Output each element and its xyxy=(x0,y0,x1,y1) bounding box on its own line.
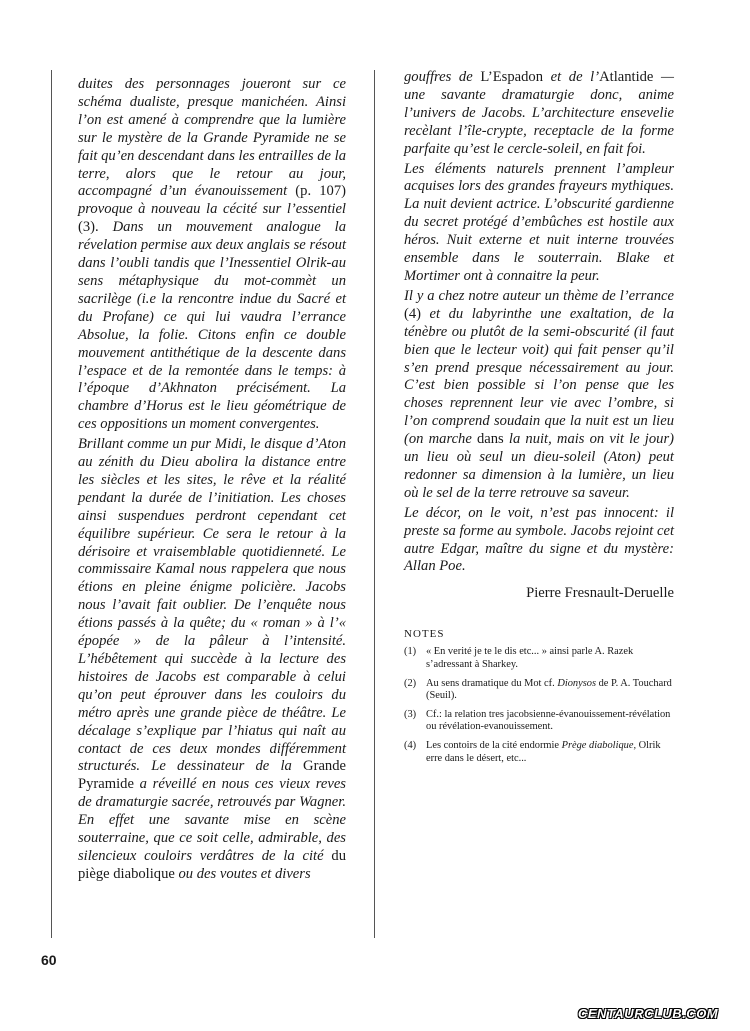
text-run: duites des personnages joueront sur ce schéma dualiste, presque manichéen. Ainsi l’on est amené à comprendre que la lumière sur le mystère de la Grande Pyramide ne se fait qu’en descendant dans les entrailles de la terre, alors que le retour au jour, accompagné d’un évanouissement xyxy=(78,76,346,200)
text-run: Dans un mouvement analogue la révelation permise aux deux anglais se résout dans l’oubli tandis que l’Inessentiel Olrik-au sens métaphysique du mot-commèt un sacrilège (i.e la rencontre indue du Sacré et du Profane) ce qui lui vaudra l’errance Absolue, la folie. Citons enfin ce double mouvement antithétique de la descente dans l’espace et de la remontée dans le temps: à l’époque d’Akhnaton précisément. La chambre d’Horus est le lieu géométrique de ces oppositions un moment convergentes. xyxy=(78,219,346,433)
text-run: la nuit, mais on vit le jour) un lieu où seul un dieu-soleil (Aton) peut redonner sa dimension à la lumière, un lieu où le sel de la terre retrouve sa saveur. xyxy=(404,431,674,501)
text-run: — une savante dramaturgie donc, anime l’univers de Jacobs. L’architecture ensevelie recèlant l’île-crypte, receptacle de la forme parfaite qu’est le cercle-soleil, en fait foi. xyxy=(404,69,674,157)
note-item xyxy=(404,740,674,765)
paragraph xyxy=(404,69,674,159)
title-ref: Dionysos xyxy=(557,677,596,689)
note-number: (2) xyxy=(404,677,417,689)
author-signature: Pierre Fresnault-Deruelle xyxy=(526,585,674,602)
title-ref: du piège diabolique xyxy=(78,847,346,882)
left-column xyxy=(78,76,346,886)
footnote-ref: (4) xyxy=(404,305,422,322)
title-ref: Atlantide xyxy=(599,69,654,85)
paragraph xyxy=(404,288,674,503)
notes-title: NOTES xyxy=(404,628,445,641)
note-item xyxy=(404,678,674,703)
left-margin-rule xyxy=(51,70,52,938)
note-number: (3) xyxy=(404,708,417,720)
text-run: (p. 107) xyxy=(295,183,346,200)
note-number: (1) xyxy=(404,646,417,658)
paragraph xyxy=(78,76,346,434)
note-text: « En verité je te le dis etc... » ainsi parle A. Razek s’adressant à Sharkey. xyxy=(426,646,634,670)
paragraph xyxy=(78,436,346,884)
title-ref: Grande Pyramide xyxy=(78,758,346,793)
note-item xyxy=(404,646,674,671)
note-number: (4) xyxy=(404,739,417,751)
text-run: ou des voutes et divers xyxy=(174,865,311,882)
column-divider-rule xyxy=(374,70,375,938)
text-run: et de l’ xyxy=(543,69,600,85)
text-run: provoque à nouveau la cécité sur l’essentiel xyxy=(78,201,346,218)
note-item xyxy=(404,709,674,734)
site-watermark: CENTAURCLUB.COM xyxy=(578,1006,719,1021)
text-run: de xyxy=(451,69,481,85)
note-text xyxy=(426,740,674,765)
note-text xyxy=(426,678,674,703)
text-run: de P. A. Touchard (Seuil). xyxy=(426,677,672,702)
text-run: gouffres xyxy=(404,69,452,85)
note-text: Cf.: la relation tres jacobsienne-évanouissement-révélation ou révélation-evanouissement. xyxy=(426,708,671,733)
text-run: dans xyxy=(476,431,504,448)
text-run: et du labyrinthe une exaltation, de la ténèbre ou plutôt de la semi-obscurité (il faut bien que le lecteur voit) qui fait penser qu’il s’en prend presque nécessairement au jour. C’est bien possible si l’on pense que les choses reprennent leur vie avec l’ombre, si l’on comprend soudain que la nuit est un lieu (on marche xyxy=(404,305,674,448)
title-ref: L’Espadon xyxy=(480,69,544,85)
text-run: Olrik erre dans le désert, etc... xyxy=(426,739,661,764)
text-run: Les contoirs de la cité endormie xyxy=(426,739,562,751)
title-ref: Prège diabolique, xyxy=(561,739,637,751)
paragraph: Le décor, on le voit, n’est pas innocent: il preste sa forme au symbole. Jacobs rejoint cet autre Edgar, maître du signe et du mystère: Allan Poe. xyxy=(404,504,674,575)
text-run: Brillant comme un pur Midi, le disque d’Aton au zénith du Dieu abolira la distance entre les siècles et les sites, le rêve et la réalité pendant la durée de l’initiation. Les choses ainsi suspendues perdront cependant cet équilibre supérieur. Ce sera le retour à la dérisoire et vraisemblable quotidienneté. Le commissaire Kamal nous rappelera que nous étions en pleine énigme policière. Jacobs nous l’avait fait oublier. De l’enquête nous étions passés à la quête; du « roman » à l’« épopée » de la pâleur à l’intensité. L’hébêtement qui succède à la lecture des histoires de Jacobs est comparable à celui qu’on peut éprouver dans les couloirs du métro après une grande pièce de théâtre. Le décalage s’explique par l’hiatus qui naît au contact de ces deux mondes différemment structurés. Le dessinateur de la xyxy=(78,436,346,775)
notes-section xyxy=(404,628,674,765)
text-run: Au sens dramatique du Mot cf. xyxy=(426,677,558,689)
text-run: a réveillé en nous ces vieux reves de dramaturgie sacrée, retrouvés par Wagner. En effet une savante mise en scène souterraine, que ce soit celle, admirable, des silencieux couloirs verdâtres de la cité xyxy=(78,776,346,864)
paragraph: Les éléments naturels prennent l’ampleur acquises lors des grandes frayeurs mythiques. La nuit devient actrice. L’obscurité gardienne du secret protégé d’embûches est hostile aux héros. Nuit externe et nuit interne trouvées ensemble dans le souterrain. Blake et Mortimer ont à connaitre la peur. xyxy=(404,160,674,284)
right-column xyxy=(404,69,674,771)
footnote-ref: (3). xyxy=(78,219,99,236)
text-run: Il y a chez notre auteur un thème de l’errance xyxy=(404,287,674,304)
page-number: 60 xyxy=(41,952,57,968)
